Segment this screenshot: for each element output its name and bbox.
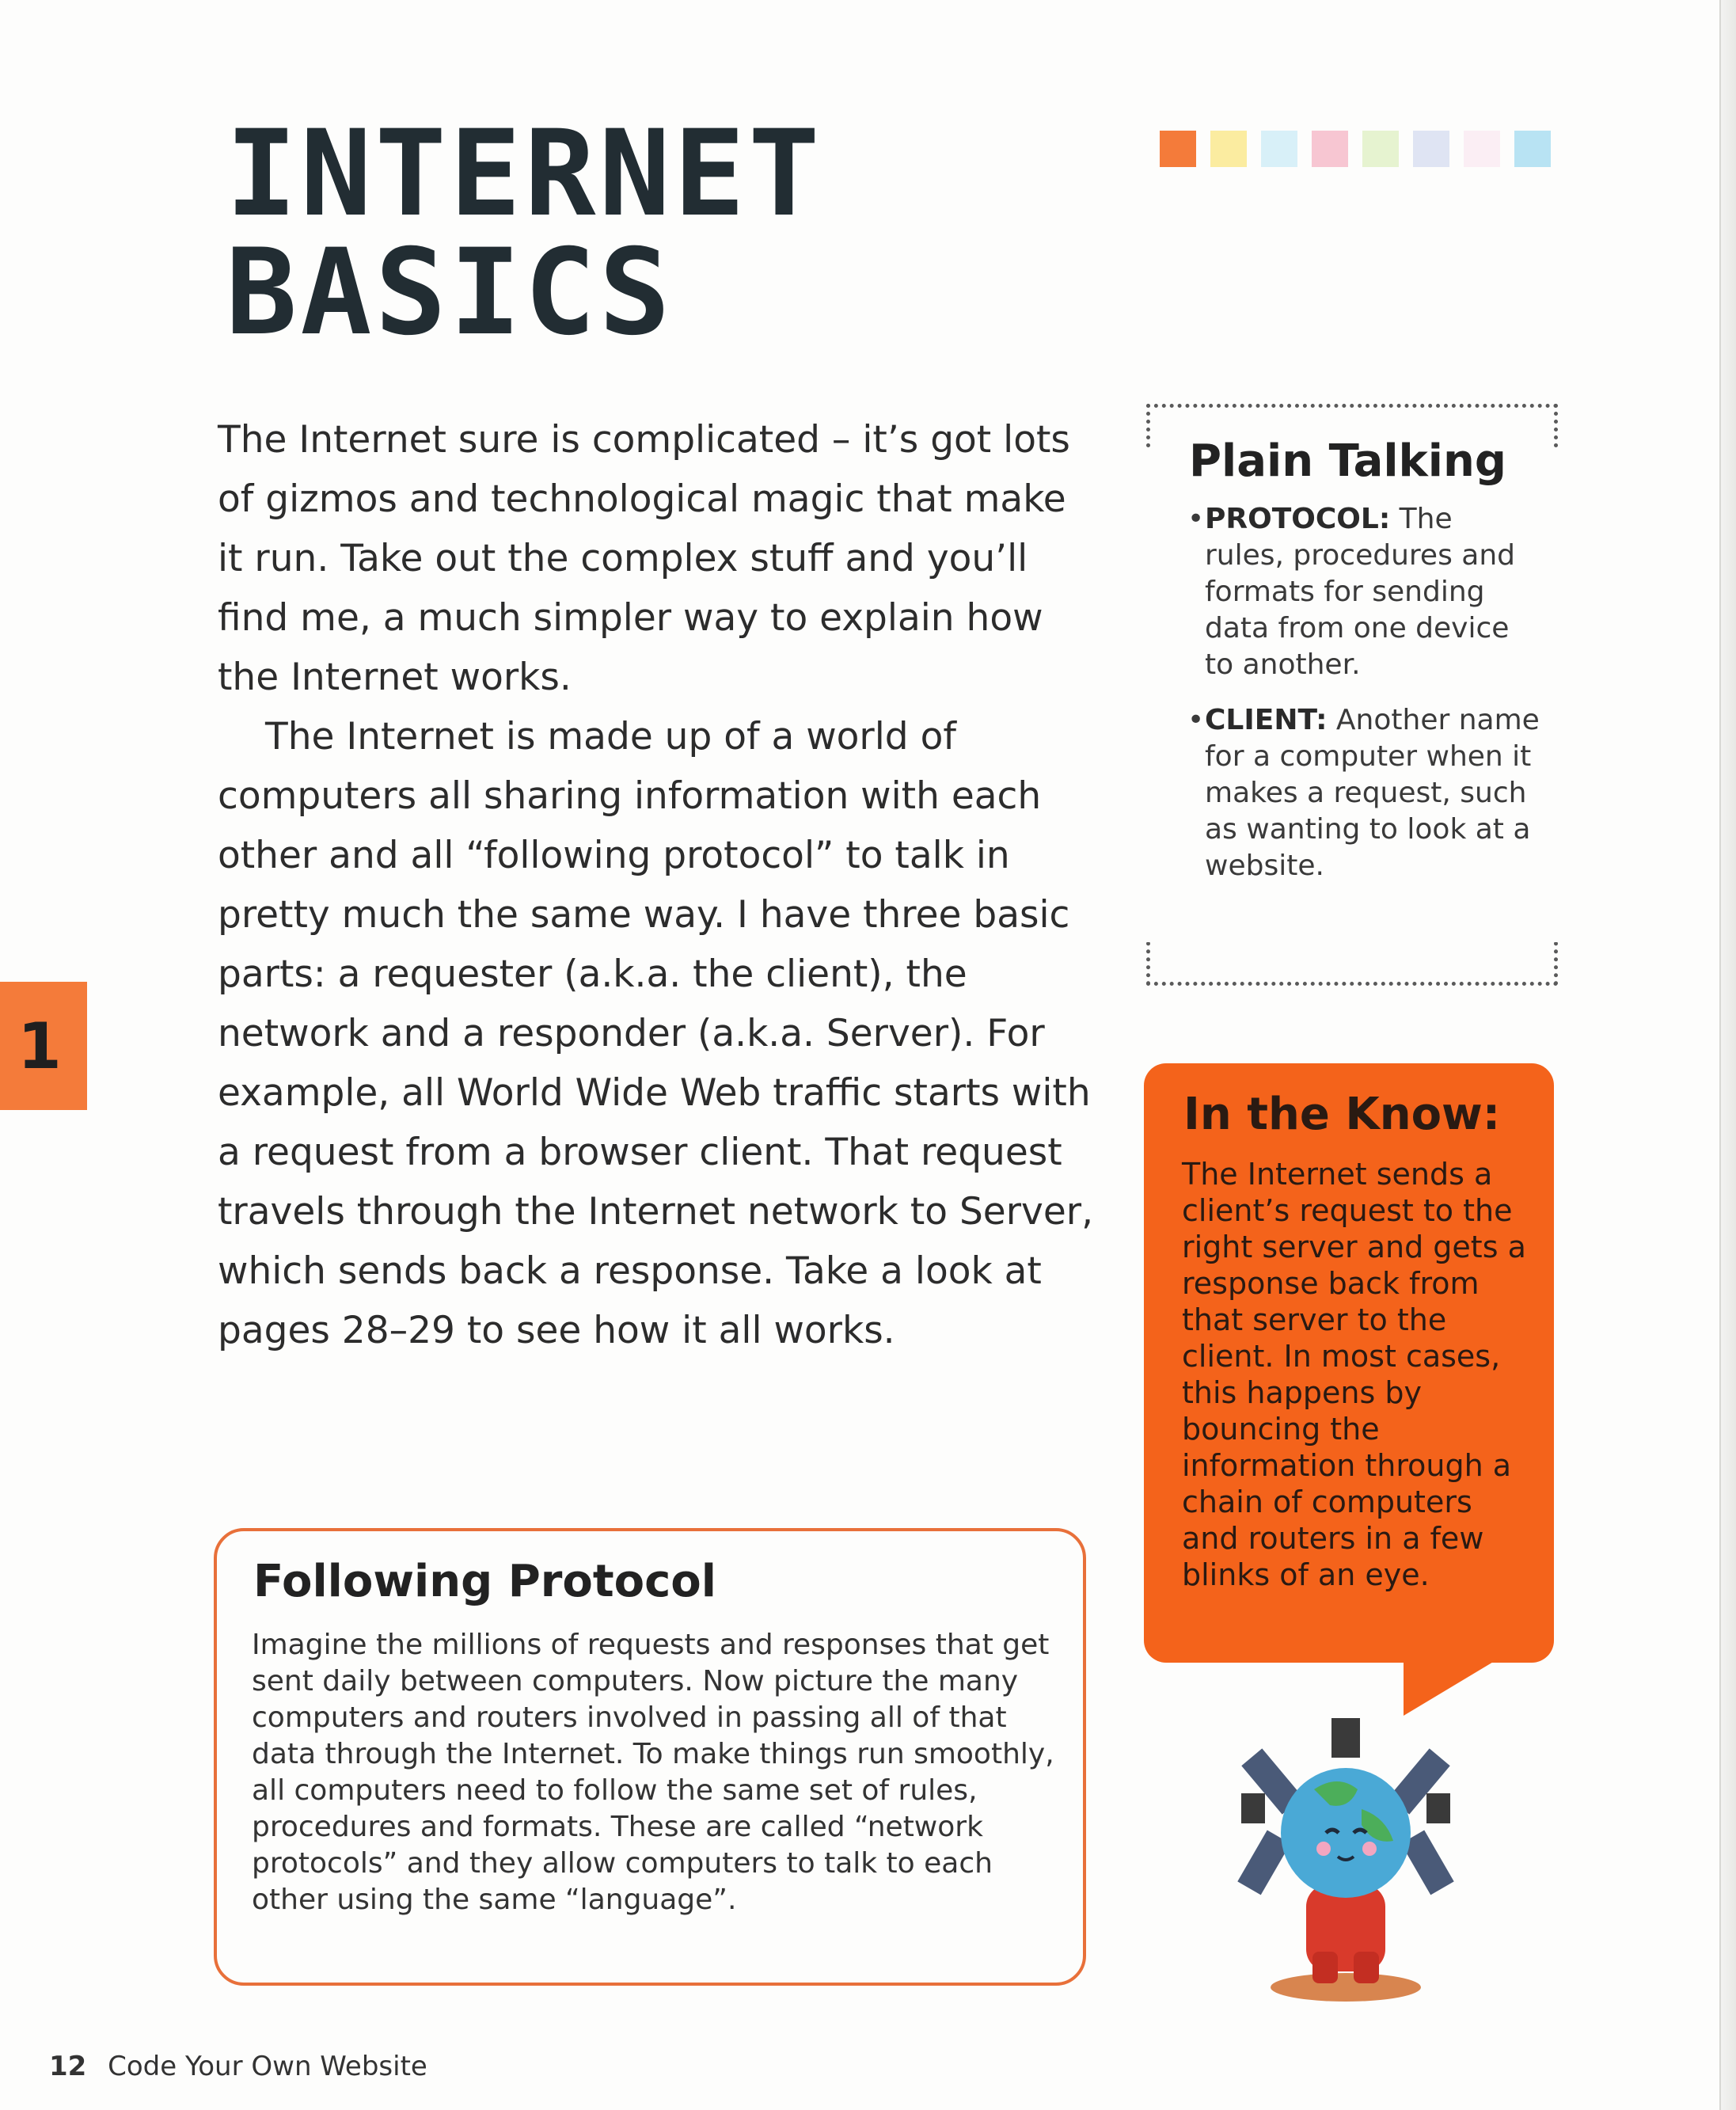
main-paragraph-1: The Internet sure is complicated – it’s got lots of gizmos and technological magic that make it run. Take out the complex stuff and you’ll find me, a much simpler way to explain how the Internet works. xyxy=(218,418,1070,699)
page-edge xyxy=(1719,0,1736,2110)
decor-square xyxy=(1210,131,1247,167)
chapter-tab: 1 xyxy=(0,982,87,1110)
glossary-definition: Another name for a computer when it makes a request, such as wanting to look at a website. xyxy=(1205,704,1540,882)
page-title-line-1: INTERNET xyxy=(226,105,823,243)
plain-talking-list xyxy=(1187,501,1540,903)
in-the-know-title: In the Know: xyxy=(1183,1089,1501,1140)
main-text xyxy=(218,410,1100,1360)
glossary-item-protocol xyxy=(1187,501,1540,683)
page-number: 12 xyxy=(49,2051,87,2082)
internet-mascot-illustration xyxy=(1227,1714,1464,2007)
bullet: • xyxy=(1187,503,1205,535)
page-title-line-2: BASICS xyxy=(226,224,674,362)
glossary-term: CLIENT: xyxy=(1205,704,1328,736)
in-the-know-text: The Internet sends a client’s request to the right server and gets a response back from that server to the client. In most cases, this happens by bouncing the information through a chain of computers and routers in a few blinks of an eye. xyxy=(1182,1157,1526,1592)
glossary-item-client xyxy=(1187,702,1540,884)
following-protocol-title: Following Protocol xyxy=(253,1556,716,1607)
speech-bubble-tail xyxy=(1404,1659,1499,1716)
glossary-term: PROTOCOL: xyxy=(1205,503,1391,535)
decor-square xyxy=(1413,131,1449,167)
decor-square xyxy=(1312,131,1348,167)
decor-square xyxy=(1514,131,1551,167)
main-paragraph-2: The Internet is made up of a world of computers all sharing information with each other and all “following protocol” to talk in pretty much the same way. I have three basic parts: a requester (a.k.a. the client), the network and a responder (a.k.a. Server). For example, all World Wide Web traffic starts with a request from a browser client. That request travels through the Internet network to Server, which sends back a response. Take a look at pages 28–29 to see how it all works. xyxy=(218,715,1094,1352)
decor-square xyxy=(1261,131,1297,167)
bullet: • xyxy=(1187,704,1205,736)
book-title: Code Your Own Website xyxy=(108,2051,427,2082)
glossary-definition: The rules, procedures and formats for sending data from one device to another. xyxy=(1205,503,1515,681)
decor-square xyxy=(1160,131,1196,167)
page-footer xyxy=(49,2051,427,2082)
decorative-squares xyxy=(1160,131,1551,167)
following-protocol-text: Imagine the millions of requests and responses that get sent daily between computers. Now picture the many computers and routers involved in passing all of that data through the Internet. To make things run smoothly, all computers need to follow the same set of rules, procedures and formats. These are called “network protocols” and they allow computers to talk to each other using the same “language”. xyxy=(252,1629,1054,1916)
decor-square xyxy=(1464,131,1500,167)
plain-talking-title: Plain Talking xyxy=(1189,435,1506,487)
page-title xyxy=(226,105,823,362)
decor-square xyxy=(1362,131,1399,167)
